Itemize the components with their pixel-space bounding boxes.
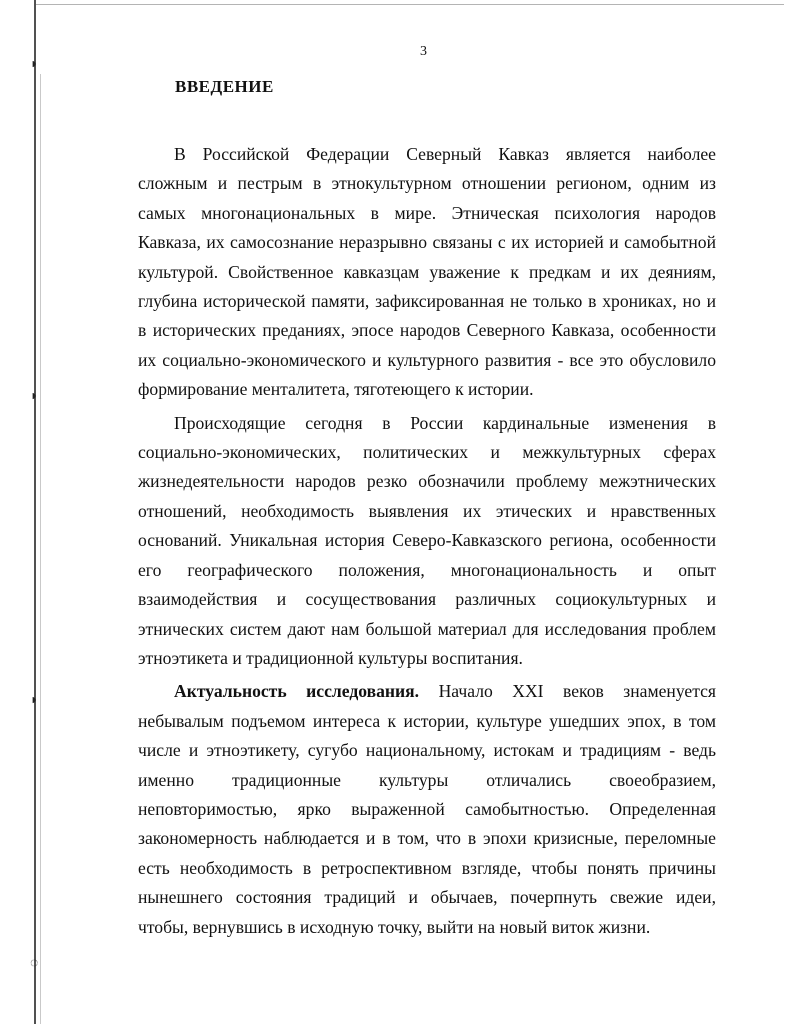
text-line: именно традиционные культуры отличались своеобразием,	[138, 769, 716, 790]
binding-hole-mark: ◗	[30, 57, 39, 72]
page-number: 3	[420, 44, 427, 59]
scan-top-rule	[36, 4, 784, 5]
text-line: отношений, необходимость выявления их этических и нравственных	[138, 500, 716, 521]
text-line: в исторических преданиях, эпосе народов Северного Кавказа, особенности	[138, 320, 716, 341]
lead-term: Актуальность исследования.	[174, 681, 420, 702]
text-line: Кавказа, их самосознание неразрывно связаны с их историей и самобытной	[138, 232, 716, 253]
text-line: жизнедеятельности народов резко обозначили проблему межэтнических	[138, 471, 716, 492]
text-line: этнических систем дают нам большой материал для исследования проблем	[138, 618, 716, 639]
text-line: этноэтикета и традиционной культуры воспитания.	[138, 647, 523, 668]
text-line: числе и этноэтикету, сугубо национальному, истокам и традициям - ведь	[138, 740, 716, 761]
text-line: неповторимостью, ярко выраженной самобытностью. Определенная	[138, 798, 716, 819]
text-line: социально-экономических, политических и межкультурных сферах	[138, 442, 716, 463]
binding-hole-mark: ◗	[30, 693, 39, 708]
text-line: нынешнего состояния традиций и обычаев, почерпнуть свежие идеи,	[138, 887, 716, 908]
text-line: небывалым подъемом интереса к истории, культуре ушедших эпох, в том	[138, 710, 716, 731]
text-line: самых многонациональных в мире. Этническая психология народов	[138, 202, 716, 223]
text-line: закономерность наблюдается и в том, что в эпохи кризисные, переломные	[138, 828, 716, 849]
text-line: его географического положения, многонациональность и опыт	[138, 559, 716, 580]
text-line-rest: Начало XXI веков знаменуется	[438, 681, 716, 702]
scan-left-edge	[34, 0, 36, 1024]
text-line: их социально-экономического и культурного развития - все это обусловило	[138, 349, 716, 370]
text-line: В Российской Федерации Северный Кавказ является наиболее	[174, 144, 716, 164]
scan-left-edge-inner	[40, 74, 41, 1024]
text-line: культурой. Свойственное кавказцам уважение к предкам и их деяниям,	[138, 261, 716, 282]
text-line: глубина исторической памяти, зафиксированная не только в хрониках, но и	[138, 291, 716, 312]
text-line: сложным и пестрым в этнокультурном отношении регионом, одним из	[138, 173, 716, 194]
paragraph-1	[138, 140, 716, 405]
paragraph-2	[138, 409, 716, 674]
text-line: взаимодействия и сосуществования различных социокультурных и	[138, 589, 716, 610]
text-line: есть необходимость в ретроспективном взгляде, чтобы понять причины	[138, 857, 716, 878]
paragraph-3	[138, 677, 716, 942]
binding-hole-mark: ◌	[30, 956, 39, 971]
section-heading: ВВЕДЕНИЕ	[175, 77, 274, 96]
text-line	[138, 677, 716, 706]
text-line: Происходящие сегодня в России кардинальные изменения в	[174, 412, 716, 433]
binding-hole-mark: ◗	[30, 389, 39, 404]
body-text	[138, 140, 716, 946]
text-line: оснований. Уникальная история Северо-Кавказского региона, особенности	[138, 530, 716, 551]
text-line: чтобы, вернувшись в исходную точку, выйти на новый виток жизни.	[138, 916, 651, 937]
text-line: формирование менталитета, тяготеющего к истории.	[138, 379, 534, 400]
